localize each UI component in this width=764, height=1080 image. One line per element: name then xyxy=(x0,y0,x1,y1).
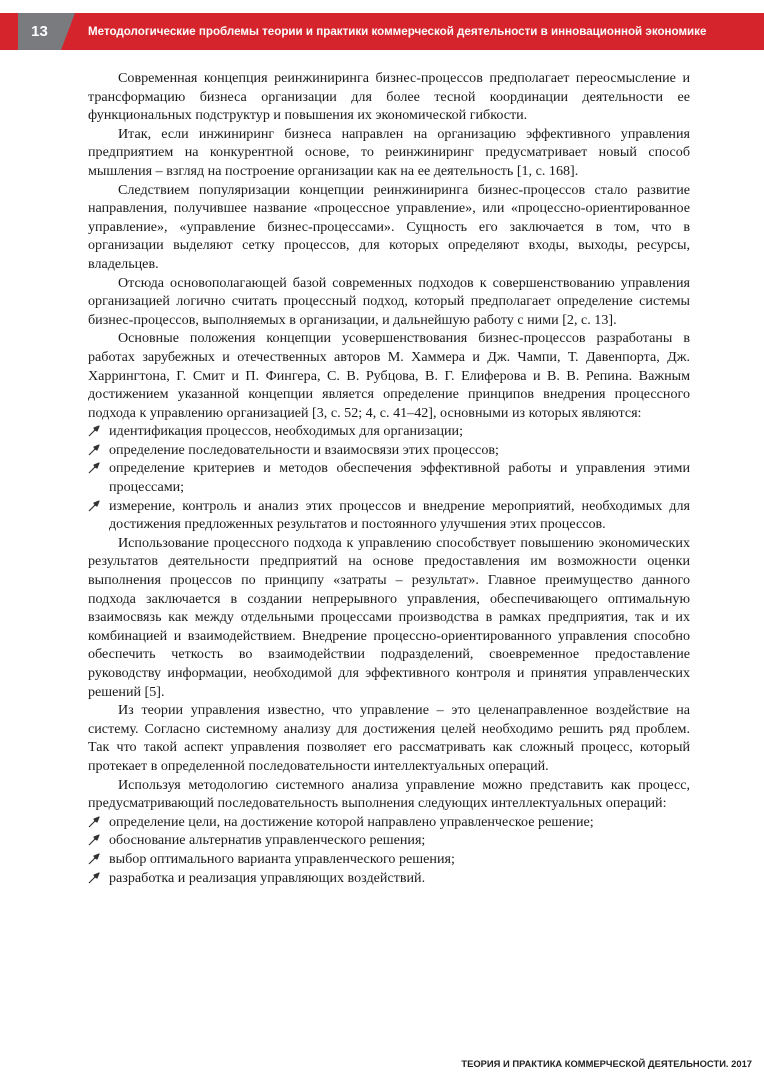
list-item-text: измерение, контроль и анализ этих процессов и внедрение мероприятий, необходимых для достижения предложенных результатов и постоянного улучшения этих процессов. xyxy=(109,497,690,533)
paragraph: Использование процессного подхода к управлению способствует повышению экономических результатов деятельности предприятий на основе предоставления им возможности оценки выполнения процессов по принципу «затраты – результат». Главное преимущество данного подхода заключается в создании непрерывного управления, обеспечивающего оптимальную взаимосвязь как между отдельными процессами производства в рамках предприятия, так и их комбинацией и взаимодействием. Внедрение процессно-ориентированного управления способно обеспечить четкость во взаимодействии подразделений, своевременное предоставление руководству информации, необходимой для эффективного контроля и принятия управленческих решений [5]. xyxy=(88,534,690,700)
list-item xyxy=(88,441,690,460)
list-item xyxy=(88,831,690,850)
list-item xyxy=(88,422,690,441)
list-item xyxy=(88,850,690,869)
footer-journal-name: ТЕОРИЯ И ПРАКТИКА КОММЕРЧЕСКОЙ ДЕЯТЕЛЬНОСТИ. 2017 xyxy=(461,1058,752,1069)
list-item xyxy=(88,869,690,888)
article-body xyxy=(88,69,690,887)
list-item xyxy=(88,459,690,496)
list-item-text: определение критериев и методов обеспечения эффективной работы и управления этими процессами; xyxy=(109,460,690,496)
arrow-bullet-icon xyxy=(88,853,100,865)
list-item-text: определение последовательности и взаимосвязи этих процессов; xyxy=(109,441,499,458)
arrow-bullet-icon xyxy=(88,816,100,828)
paragraph: Итак, если инжиниринг бизнеса направлен на организацию эффективного управления предприятием на конкурентной основе, то реинжиниринг предусматривает новый способ мышления – взгляд на построение организации как на ее деятельность [1, с. 168]. xyxy=(88,125,690,179)
paragraph: Из теории управления известно, что управление – это целенаправленное воздействие на систему. Согласно системному анализу для достижения целей необходимо решить ряд проблем. Так что такой аспект управления позволяет его рассматривать как сложный процесс, который протекает в определенной последовательности интеллектуальных операций. xyxy=(88,702,690,774)
arrow-bullet-icon xyxy=(88,462,100,474)
arrow-bullet-icon xyxy=(88,425,100,437)
list-item xyxy=(88,813,690,832)
list-item-text: определение цели, на достижение которой направлено управленческое решение; xyxy=(109,813,594,830)
bullet-list xyxy=(88,813,690,887)
paragraph: Следствием популяризации концепции реинжиниринга бизнес-процессов стало развитие направления, получившее название «процессное управление», или «процессно-ориентированное управление», «управление бизнес-процессами». Сущность его заключается в том, что в организации выделяют сетку процессов, для которых определяют входы, выходы, ресурсы, владельцев. xyxy=(88,181,690,272)
list-item-text: выбор оптимального варианта управленческого решения; xyxy=(109,850,455,867)
arrow-bullet-icon xyxy=(88,500,100,512)
running-title: Методологические проблемы теории и практики коммерческой деятельности в инновационной экономике xyxy=(88,25,707,38)
paragraph: Отсюда основополагающей базой современных подходов к совершенствованию управления организацией логично считать процессный подход, который предполагает определение системы бизнес-процессов, выполняемых в организации, и дальнейшую работу с ними [2, с. 13]. xyxy=(88,274,690,328)
paragraph: Современная концепция реинжиниринга бизнес-процессов предполагает переосмысление и трансформацию бизнеса организации для более тесной координации деятельности ее функциональных подструктур и повышения их экономической гибкости. xyxy=(88,70,690,124)
paragraph: Используя методологию системного анализа управление можно представить как процесс, предусматривающий последовательность выполнения следующих интеллектуальных операций: xyxy=(88,776,690,812)
arrow-bullet-icon xyxy=(88,444,100,456)
list-item-text: обоснование альтернатив управленческого решения; xyxy=(109,832,426,849)
paragraph: Основные положения концепции усовершенствования бизнес-процессов разработаны в работах зарубежных и отечественных авторов М. Хаммера и Дж. Чампи, Т. Давенпорта, Дж. Харрингтона, Г. Смит и П. Фингера, С. В. Рубцова, В. Г. Елиферова и В. В. Репина. Важным достижением указанной концепции является определение принципов внедрения процессного подхода к управлению организацией [3, с. 52; 4, с. 41–42], основными из которых являются: xyxy=(88,330,690,421)
page-number: 13 xyxy=(18,13,61,50)
arrow-bullet-icon xyxy=(88,834,100,846)
arrow-bullet-icon xyxy=(88,872,100,884)
list-item xyxy=(88,497,690,534)
list-item-text: идентификация процессов, необходимых для организации; xyxy=(109,423,464,440)
bullet-list xyxy=(88,422,690,534)
list-item-text: разработка и реализация управляющих воздействий. xyxy=(109,869,426,886)
